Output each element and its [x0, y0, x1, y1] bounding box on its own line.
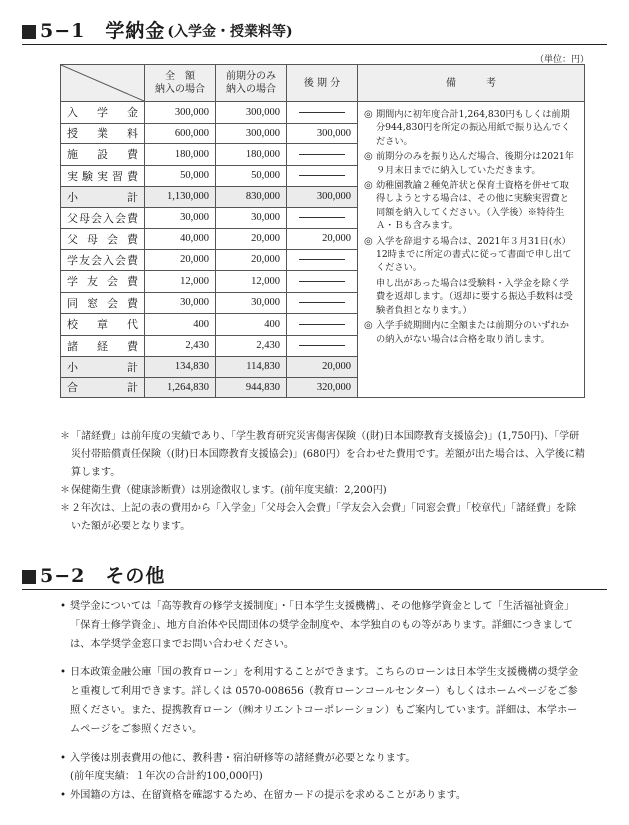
- diagonal-header-cell: [61, 65, 145, 102]
- row-full-amount: 400: [145, 314, 216, 336]
- row-item-label: 学友会入会費: [61, 249, 145, 271]
- row-second-half-amount: [287, 335, 358, 357]
- footnote-item: [60, 482, 585, 500]
- other-item: [60, 598, 585, 654]
- section-1-header: [22, 20, 607, 45]
- section-mark-icon: [22, 570, 36, 584]
- asterisk-icon: ＊: [60, 503, 70, 514]
- asterisk-icon: ＊: [60, 485, 70, 496]
- header-full: 全 額 納入の場合: [145, 65, 216, 102]
- row-item-label: 授業料: [61, 123, 145, 144]
- header-notes: 備 考: [358, 65, 585, 102]
- spacer: [60, 654, 585, 664]
- row-item-label: 小計: [61, 187, 145, 208]
- double-circle-icon: ◎: [364, 320, 373, 332]
- dash-line: [299, 217, 345, 218]
- row-full-amount: 300,000: [145, 102, 216, 124]
- dash-line: [299, 175, 345, 176]
- section-2-header: [22, 565, 607, 590]
- footnote-text: ２年次は、上記の表の費用から「入学金」「父母会入会費」「学友会入会費」「同窓会費」「校章代」「諸経費」を除いた額が必要となります。: [71, 503, 576, 532]
- row-full-amount: 134,830: [145, 357, 216, 378]
- row-second-half-amount: [287, 144, 358, 166]
- fee-table-body: [61, 102, 585, 398]
- row-full-amount: 30,000: [145, 292, 216, 314]
- row-full-amount: 20,000: [145, 249, 216, 271]
- row-second-half-amount: [287, 207, 358, 229]
- note-text: 申し出があった場合は受験料・入学金を除く学費を返却します。（返却に要する振込手数料は受験者負担となります。）: [376, 277, 573, 316]
- row-full-amount: 12,000: [145, 271, 216, 293]
- fee-table: [60, 64, 585, 398]
- row-first-half-amount: 400: [216, 314, 287, 336]
- other-item: [60, 664, 585, 739]
- other-item: [60, 768, 585, 787]
- unit-label: （単位：円）: [534, 55, 589, 65]
- table-header-row: [61, 65, 585, 102]
- row-first-half-amount: 114,830: [216, 357, 287, 378]
- note-text: 幼稚園教諭２種免許状と保育士資格を併せて取得しようとする場合は、その他に実験実習費と同額を納入してください。（入学後）※特待生Ａ・Ｂも含みます。: [376, 180, 569, 232]
- row-item-label: 父母会入会費: [61, 207, 145, 229]
- row-first-half-amount: 12,000: [216, 271, 287, 293]
- row-first-half-amount: 300,000: [216, 123, 287, 144]
- row-first-half-amount: 30,000: [216, 292, 287, 314]
- dash-line: [299, 302, 345, 303]
- row-item-label: 入学金: [61, 102, 145, 124]
- row-first-half-amount: 944,830: [216, 377, 287, 398]
- section-mark-icon: [22, 25, 36, 39]
- row-full-amount: 50,000: [145, 165, 216, 187]
- note-item: [364, 179, 578, 233]
- row-second-half-amount: [287, 292, 358, 314]
- section-1-subtitle: (入学金・授業料等): [167, 24, 293, 40]
- row-first-half-amount: 830,000: [216, 187, 287, 208]
- row-second-half-amount: 20,000: [287, 357, 358, 378]
- row-second-half-amount: 20,000: [287, 229, 358, 250]
- row-full-amount: 2,430: [145, 335, 216, 357]
- row-second-half-amount: 320,000: [287, 377, 358, 398]
- row-item-label: 合計: [61, 377, 145, 398]
- other-item-text: 外国籍の方は、在留資格を確認するため、在留カードの提示を求めることがあります。: [70, 790, 467, 802]
- section-1-title: 5−1 学納金: [40, 20, 166, 42]
- row-item-label: 父母会費: [61, 229, 145, 250]
- footnotes: [60, 428, 585, 536]
- section-2-title: 5−2 その他: [40, 565, 166, 587]
- row-full-amount: 1,130,000: [145, 187, 216, 208]
- row-second-half-amount: [287, 249, 358, 271]
- other-item-text: 日本政策金融公庫「国の教育ローン」を利用することができます。こちらのローンは日本学生支援機構の奨学金と重複して利用できます。詳しくは 0570-008656（教育ローンコールセンター）もしくはホームページをご参照ください。また、提携教育ローン（㈱オリエントコーポレーション）もご案内しています。詳細は、本学ホームページをご参照ください。: [70, 667, 579, 735]
- header-second-half: 後 期 分: [287, 65, 358, 102]
- row-second-half-amount: 300,000: [287, 123, 358, 144]
- footnote-item: [60, 428, 585, 482]
- row-full-amount: 30,000: [145, 207, 216, 229]
- header-first-half: 前期分のみ 納入の場合: [216, 65, 287, 102]
- note-item: [364, 150, 578, 177]
- footnote-text: 「諸経費」は前年度の実績であり、「学生教育研究災害傷害保険（(財)日本国際教育支援協会)」(1,750円)、「学研災付帯賠償責任保険（(財)日本国際教育支援協会)」(680円）を合わせた費用です。差額が出た場合は、入学後に精算します。: [71, 431, 585, 478]
- other-item-text: (前年度実績：１年次の合計約100,000円): [70, 771, 263, 783]
- asterisk-icon: ＊: [60, 431, 70, 442]
- row-full-amount: 40,000: [145, 229, 216, 250]
- other-item-text: 入学後は別表費用の他に、教科書・宿泊研修等の諸経費が必要となります。: [70, 752, 416, 764]
- note-item: [364, 319, 578, 346]
- indent-space: [60, 768, 70, 787]
- double-circle-icon: ◎: [364, 235, 373, 247]
- row-first-half-amount: 30,000: [216, 207, 287, 229]
- row-first-half-amount: 20,000: [216, 229, 287, 250]
- notes-cell: [358, 102, 585, 398]
- other-item: [60, 787, 585, 806]
- row-first-half-amount: 20,000: [216, 249, 287, 271]
- dash-line: [299, 345, 345, 346]
- note-item: [364, 235, 578, 275]
- note-text: 期間内に初年度合計1,264,830円もしくは前期分944,830円を所定の振込用紙で振り込んでください。: [376, 109, 571, 147]
- row-item-label: 実験実習費: [61, 165, 145, 187]
- bullet-icon: •: [60, 601, 67, 612]
- row-second-half-amount: [287, 271, 358, 293]
- row-second-half-amount: 300,000: [287, 187, 358, 208]
- row-full-amount: 180,000: [145, 144, 216, 166]
- row-item-label: 諸経費: [61, 335, 145, 357]
- dash-line: [299, 324, 345, 325]
- row-item-label: 学友会費: [61, 271, 145, 293]
- row-full-amount: 600,000: [145, 123, 216, 144]
- row-first-half-amount: 300,000: [216, 102, 287, 124]
- row-item-label: 小計: [61, 357, 145, 378]
- row-second-half-amount: [287, 102, 358, 124]
- note-text: 前期分のみを振り込んだ場合、後期分は2021年９月末日までに納入していただきます。: [376, 151, 574, 176]
- table-row: [61, 102, 585, 124]
- bullet-icon: •: [60, 790, 67, 802]
- other-item: [60, 750, 585, 769]
- bullet-icon: •: [60, 667, 67, 679]
- spacer: [60, 740, 585, 750]
- row-item-label: 校章代: [61, 314, 145, 336]
- dash-line: [299, 259, 345, 260]
- row-full-amount: 1,264,830: [145, 377, 216, 398]
- diagonal-line: [61, 65, 144, 101]
- footnote-text: 保健衛生費（健康診断費）は別途徴収します。(前年度実績：2,200円): [71, 485, 387, 496]
- double-circle-icon: ◎: [364, 180, 373, 192]
- row-second-half-amount: [287, 165, 358, 187]
- row-item-label: 施設費: [61, 144, 145, 166]
- row-second-half-amount: [287, 314, 358, 336]
- row-first-half-amount: 50,000: [216, 165, 287, 187]
- others-list: [60, 598, 585, 806]
- footnote-item: [60, 500, 585, 536]
- dash-line: [299, 112, 345, 113]
- dash-line: [299, 154, 345, 155]
- note-text: 入学を辞退する場合は、2021年３月31日(水）12時までに所定の書式に従って書面で申し出てください。: [376, 235, 572, 274]
- bullet-icon: •: [60, 752, 67, 764]
- note-item: [364, 108, 578, 148]
- double-circle-icon: ◎: [364, 151, 373, 163]
- row-first-half-amount: 180,000: [216, 144, 287, 166]
- double-circle-icon: ◎: [364, 109, 373, 120]
- row-item-label: 同窓会費: [61, 292, 145, 314]
- other-item-text: 奨学金については「高等教育の修学支援制度」・「日本学生支援機構」、その他修学資金として「生活福祉資金」「保育士修学資金」、地方自治体や民間団体の奨学金制度や、本学独自のもの等があります。詳細につきましては、本学奨学金窓口までお問い合わせください。: [70, 601, 575, 650]
- row-first-half-amount: 2,430: [216, 335, 287, 357]
- dash-line: [299, 281, 345, 282]
- note-text: 入学手続期間内に全額または前期分のいずれかの納入がない場合は合格を取り消します。: [376, 320, 569, 345]
